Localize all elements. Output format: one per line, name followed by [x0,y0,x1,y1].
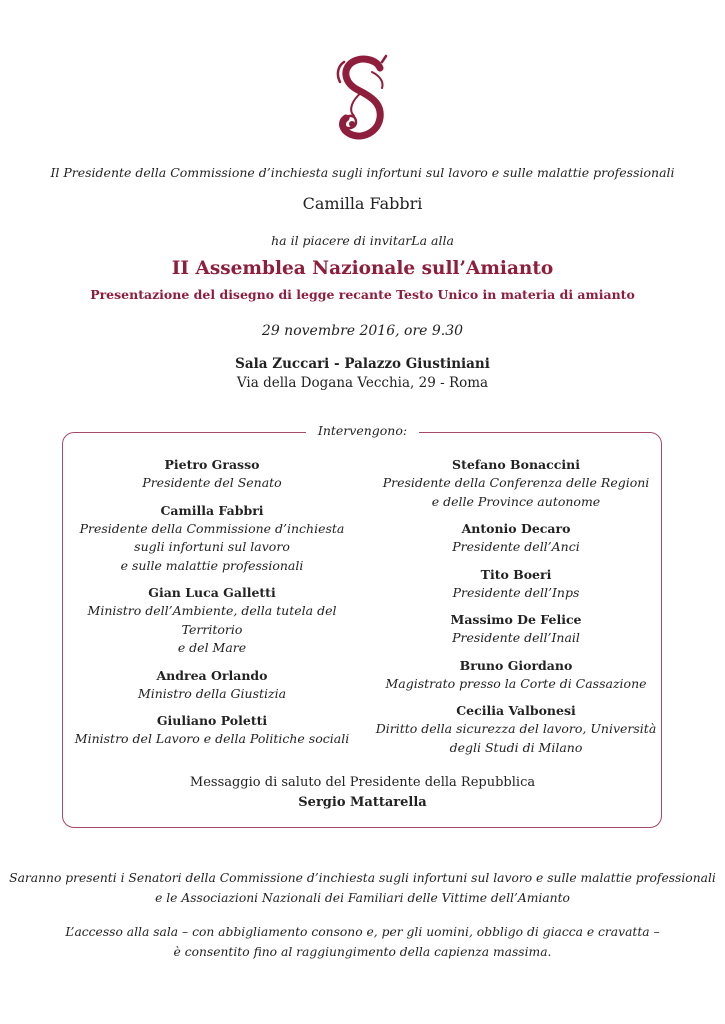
attendance-note: Saranno presenti i Senatori della Commissione d’inchiesta sugli infortuni sul lavoro e sulle malattie professionali e le Associazioni Nazionali dei Familiari delle Vittime dell’Amianto [9,871,716,905]
speaker-role: Presidente della Commissione d’inchiesta sugli infortuni sul lavoro e sulle malattie professionali [79,520,345,573]
speaker [370,656,662,694]
speaker [66,455,358,493]
speaker-role: Presidente dell’Inps [452,584,580,600]
speaker-role: Presidente del Senato [142,475,282,490]
speaker [370,610,662,648]
speakers-label [0,423,725,438]
speaker-name: Giuliano Poletti [156,713,268,728]
speaker-name: Stefano Bonaccini [452,457,580,472]
speaker-role: Presidente dell’Anci [452,539,580,554]
intro-text: Il Presidente della Commissione d’inchiesta sugli infortuni sul lavoro e sulle malattie professionali [50,165,675,180]
speaker-name: Camilla Fabbri [160,502,264,518]
speakers-left-column [66,455,358,757]
event-datetime: 29 novembre 2016, ore 9.30 [261,323,464,339]
speaker-name: Bruno Giordano [459,657,573,673]
speaker-name: Antonio Decaro [461,521,571,536]
speaker-role: Ministro dell’Ambiente, della tutela del Territorio e del Mare [87,603,337,655]
speaker [370,519,662,557]
event-title: II Assemblea Nazionale sull’Amianto [171,258,554,279]
president-name: Sergio Mattarella [298,795,427,810]
speaker [66,666,358,704]
speaker-name: Pietro Grasso [164,457,260,472]
speaker [66,583,358,658]
event-subtitle: Presentazione del disegno di legge recante Testo Unico in materia di amianto [90,287,635,302]
speaker [66,501,358,576]
speaker-name: Massimo De Felice [450,612,582,627]
event-venue: Sala Zuccari - Palazzo Giustiniani [235,356,490,372]
event-address: Via della Dogana Vecchia, 29 - Roma [236,375,489,391]
speaker [370,565,662,603]
senato-s-emblem-icon [332,52,394,146]
speaker-role: Ministro del Lavoro e della Politiche sociali [74,731,350,746]
invite-text: ha il piacere di invitarLa alla [271,233,454,248]
speaker-name: Gian Luca Galletti [148,585,276,600]
speaker-role: Magistrato presso la Corte di Cassazione [385,675,647,691]
host-name: Camilla Fabbri [302,194,423,213]
speaker [370,701,662,757]
speaker-name: Cecilia Valbonesi [456,703,576,718]
speaker [370,455,662,511]
speaker-name: Tito Boeri [480,566,552,582]
speaker-role: Ministro della Giustizia [137,685,287,701]
speaker-role: Presidente della Conferenza delle Regioni e delle Province autonome [382,475,650,509]
access-note: L’accesso alla sala – con abbigliamento consono e, per gli uomini, obbligo di giacca e cravatta – è consentito fino al raggiungimento della capienza massima. [65,925,660,959]
speakers-label-text: Intervengono: [306,423,419,438]
speakers-right-column [370,455,662,765]
speaker-role: Diritto della sicurezza del lavoro, Università degli Studi di Milano [375,721,657,755]
speaker [66,711,358,749]
speaker-role: Presidente dell’Inail [452,630,580,645]
speaker-name: Andrea Orlando [156,667,268,683]
president-message: Messaggio di saluto del Presidente della Repubblica [189,775,536,790]
